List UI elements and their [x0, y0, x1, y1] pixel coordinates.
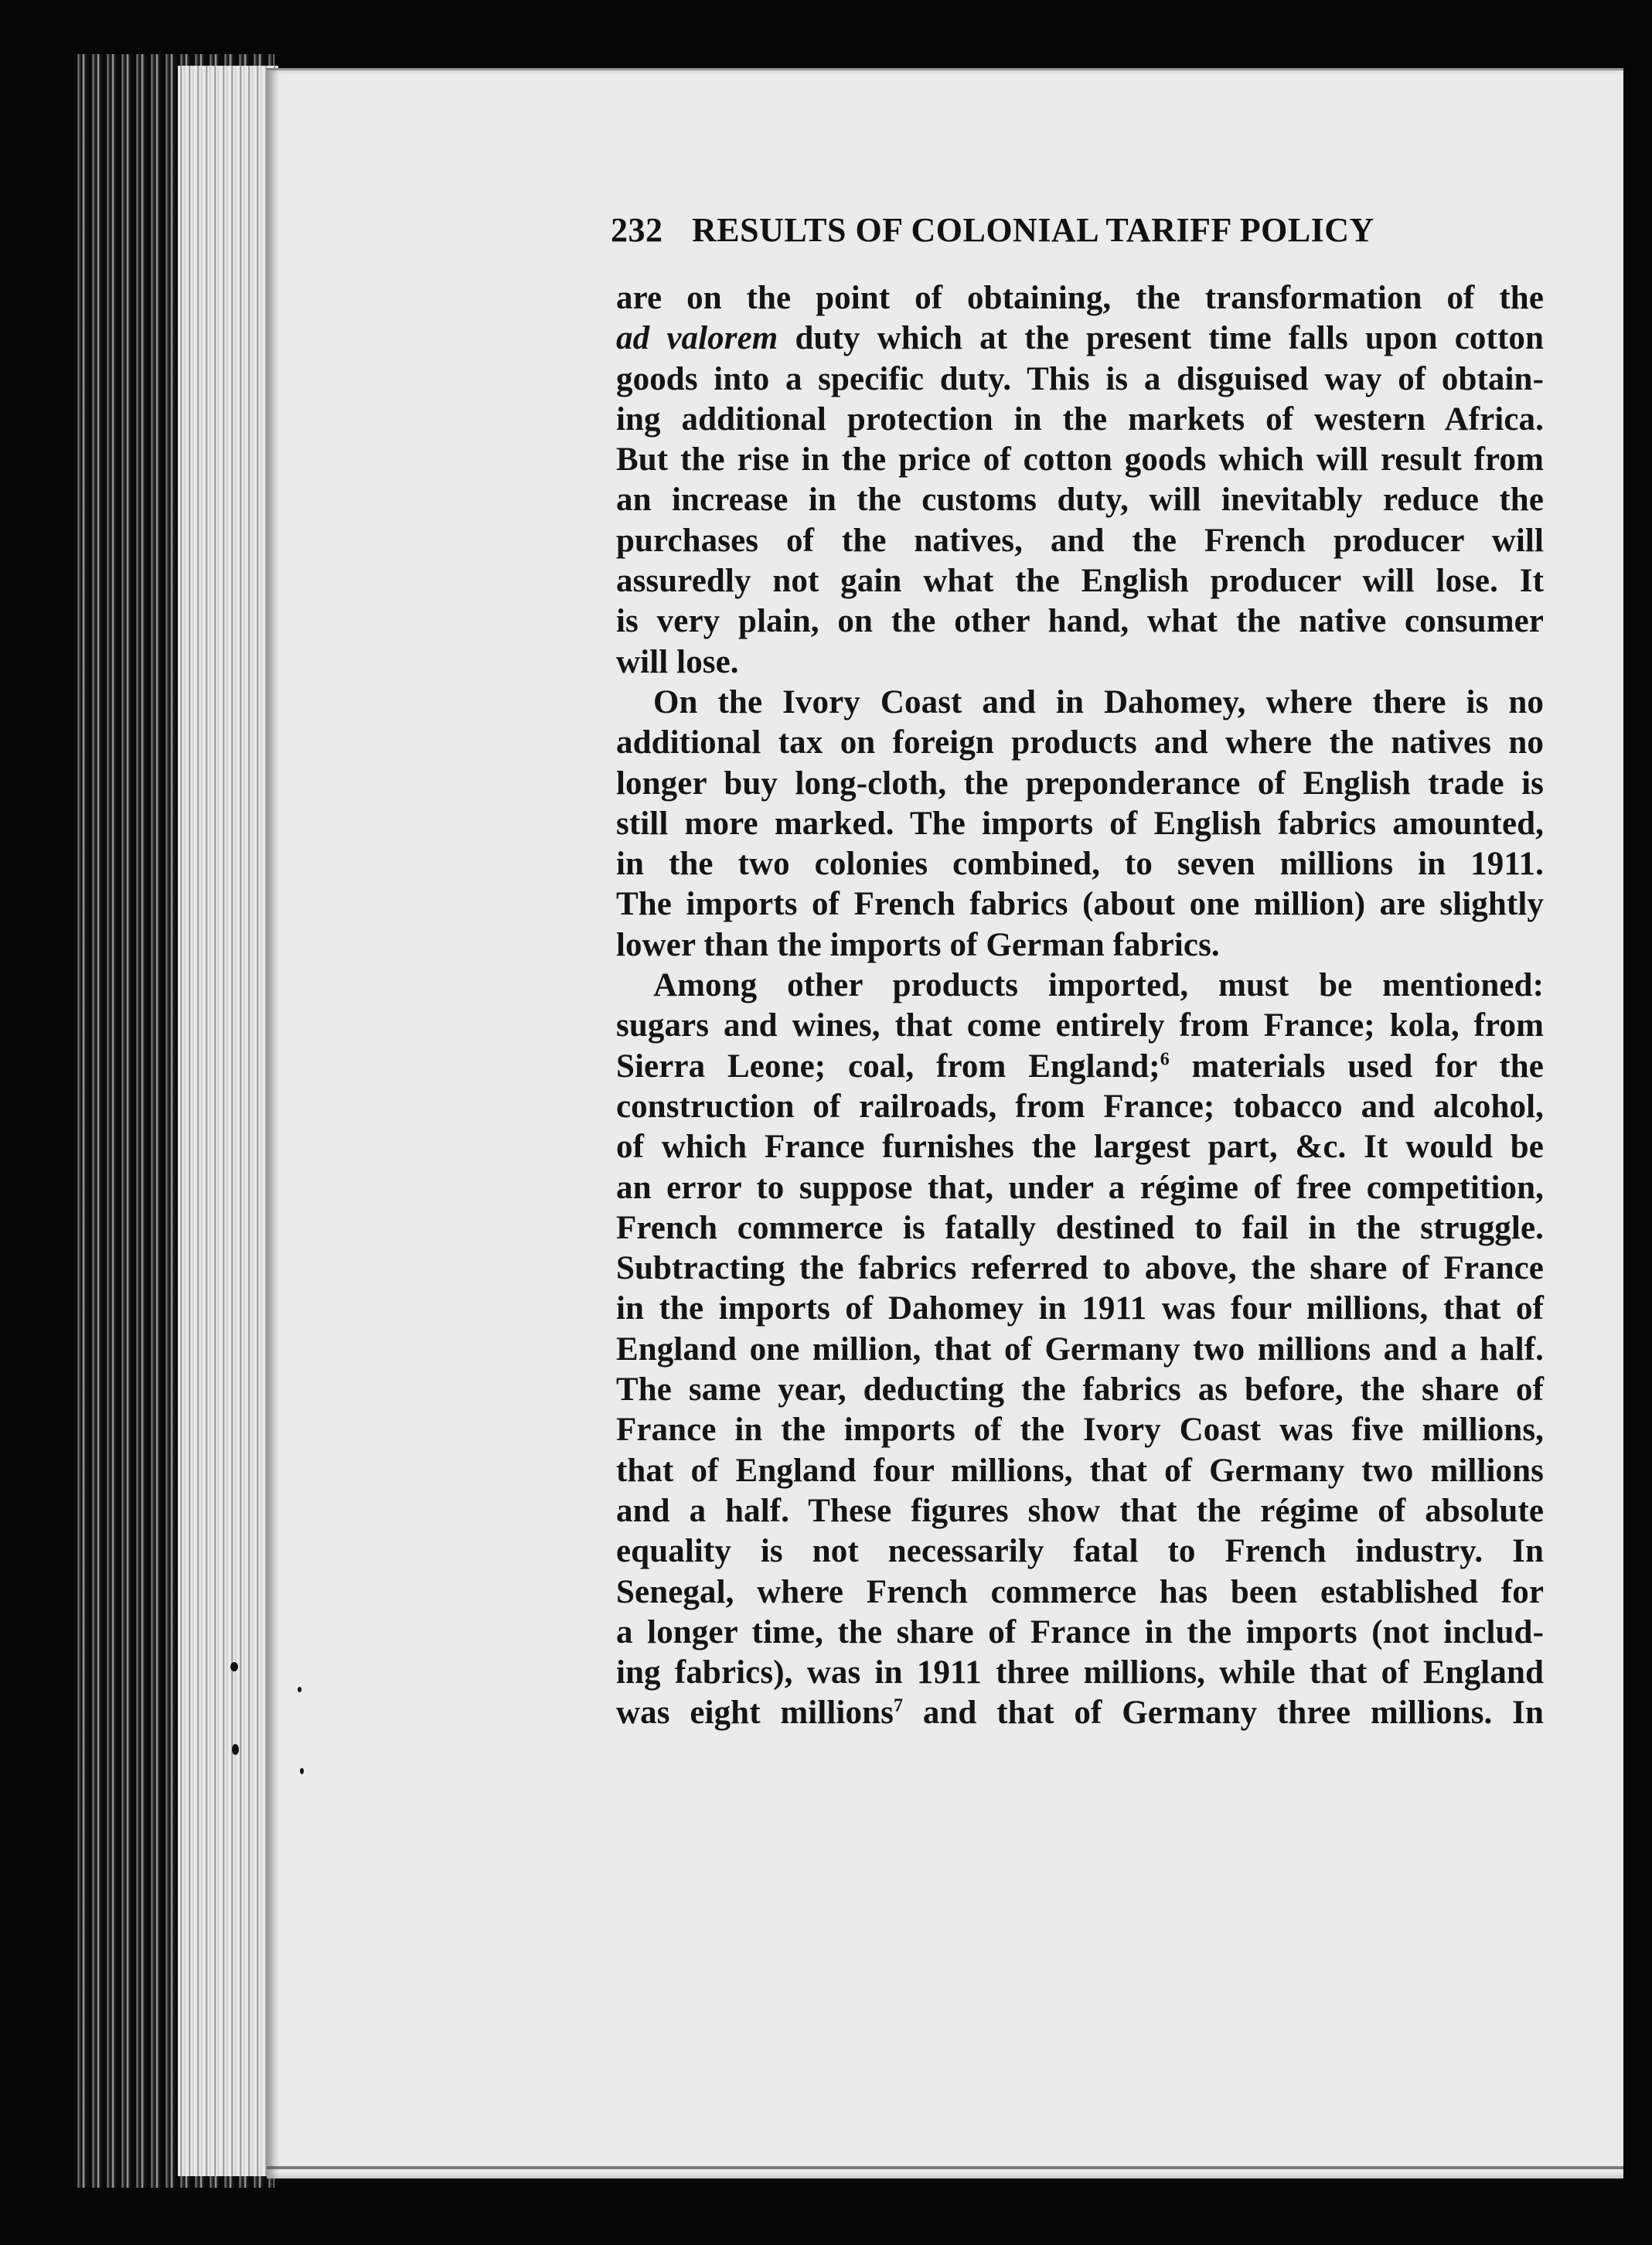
text-line: was eight millions$^7$ and that of Germany three millions. In [616, 1695, 1544, 1732]
page-number: 232 [611, 211, 663, 249]
footnote-ref[interactable]: 7 [893, 1696, 904, 1717]
text-line: Among other products imported, must be mentioned: [653, 967, 1544, 1004]
text-line: ad valorem duty which at the present time falls upon cotton [616, 320, 1544, 357]
paragraph [616, 683, 1544, 966]
text-line: Sierra Leone; coal, from England;$^6$ materials used for the [616, 1048, 1544, 1085]
page-bottom-edge [267, 2166, 1623, 2169]
text-line: equality is not necessarily fatal to French industry. In [616, 1533, 1544, 1570]
text-line: England one million, that of Germany two millions and a half. [616, 1330, 1544, 1368]
margin-dot [232, 1744, 239, 1755]
text-line: still more marked. The imports of English fabrics amounted, [616, 805, 1544, 842]
text-line: But the rise in the price of cotton goods which will result from [616, 441, 1544, 479]
margin-dot [230, 1662, 238, 1671]
text-line: French commerce is fatally destined to fail in the struggle. [616, 1209, 1544, 1246]
text-line: a longer time, the share of France in the imports (not includ- [616, 1613, 1544, 1651]
text-line: assuredly not gain what the English producer will lose. It [616, 563, 1544, 600]
text-line: lower than the imports of German fabrics. [616, 926, 1220, 963]
page-top-edge [267, 68, 1623, 70]
text-line: that of England four millions, that of Germany two millions [616, 1452, 1544, 1489]
italic-phrase: ad valorem [616, 320, 778, 357]
paragraph [616, 966, 1544, 1734]
book-page-edges-inner [178, 66, 278, 2176]
text-line: ing fabrics), was in 1911 three millions, while that of England [616, 1654, 1544, 1691]
text-line: in the imports of Dahomey in 1911 was four millions, that of [616, 1290, 1544, 1327]
text-line: France in the imports of the Ivory Coast was five millions, [616, 1412, 1544, 1449]
text-line: are on the point of obtaining, the transformation of the [616, 280, 1544, 316]
text-line: purchases of the natives, and the French producer will [616, 522, 1544, 559]
paragraph [616, 278, 1544, 683]
margin-dot [300, 1768, 304, 1774]
text-line: Subtracting the fabrics referred to above, the share of France [616, 1250, 1544, 1287]
running-head [611, 210, 1446, 250]
text-line: sugars and wines, that come entirely from France; kola, from [616, 1007, 1544, 1044]
text-line: in the two colonies combined, to seven millions in 1911. [616, 846, 1544, 883]
text-line: an error to suppose that, under a régime of free competition, [616, 1169, 1544, 1206]
text-line: construction of railroads, from France; tobacco and alcohol, [616, 1088, 1544, 1125]
text-line: additional tax on foreign products and where the natives no [616, 724, 1544, 761]
text-line: and a half. These figures show that the régime of absolute [616, 1492, 1544, 1529]
text-line: Senegal, where French commerce has been established for [616, 1573, 1544, 1610]
text-line: will lose. [616, 643, 739, 680]
text-line: goods into a specific duty. This is a disguised way of obtain- [616, 360, 1544, 397]
footnote-ref[interactable]: 6 [1160, 1049, 1170, 1070]
text-line: is very plain, on the other hand, what the native consumer [616, 603, 1544, 640]
margin-dot [298, 1687, 301, 1692]
text-line: The same year, deducting the fabrics as before, the share of [616, 1371, 1544, 1409]
text-line: of which France furnishes the largest part, &c. It would be [616, 1129, 1544, 1166]
text-line: longer buy long-cloth, the preponderance of English trade is [616, 765, 1544, 802]
running-head-title: RESULTS OF COLONIAL TARIFF POLICY [692, 211, 1374, 249]
text-line: an increase in the customs duty, will inevitably reduce the [616, 482, 1544, 519]
text-line: ing additional protection in the markets of western Africa. [616, 400, 1544, 438]
text-line: The imports of French fabrics (about one million) are slightly [616, 886, 1544, 923]
text-line: On the Ivory Coast and in Dahomey, where there is no [653, 683, 1544, 721]
body-text [616, 278, 1544, 1734]
